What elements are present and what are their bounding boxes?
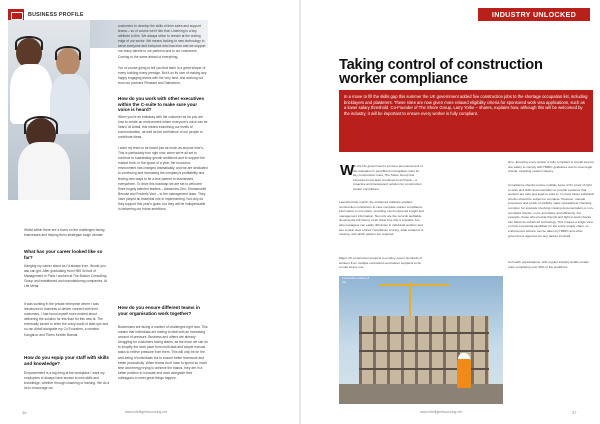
section-banner [478,8,590,21]
interview-answer: When you're an embassy with the customer as far you are how to create an environment where everyone's voice can be heard. At Airtall, this means examining our levels of communication, as well as the confidence of our people to contribute ideas. [118,115,208,140]
article-title: Taking control of construction worker compliance [339,57,543,87]
footer-url[interactable]: www.intelligentsourcing.net [125,410,168,414]
photo-caption-text: Whilst within there are a focus on the challenges facing businesses and helping them strategise tough climate. [24,228,105,238]
section-body: It was working in the private enterprise where I was introduced to business to deliver connect with their customers. I had found myself more excited about delivering the solution for this than for this new at. The eventually turned to enter the crazy world of start-ups and co-ran Airtall alongside my Co-Founders, a creation Kangaroo and Flores Keeble Brands. [24,302,109,337]
article-paragraph: As health organisations, with regular industry audits certain roles completing over 90% of the workforce. [508,260,589,269]
intro-text: In a move to fill the skills gap this summer the UK government added five construction jobs to the shortage occupation list, including bricklayers and plasterers. These roles are now given more relaxed eligibility criteria for sponsored work visa applications, such as a lower salary threshold. Co-Founder of The Shore Group, Larry Yorke – shares, explains how, although this will be welcomed by the industry, it will be important to ensure every worker is fully compliant. [344,94,588,116]
building-floor [359,332,489,334]
article-paragraph: I've of course going to tell you that learn is a great shaper of every building every prestige. But it on its own of making any happy engaging teams with the very best, and working out from our partners Pleasant and Salesforce. [118,66,207,86]
worker-helmet [458,353,470,359]
interview-question: How do you ensure different teams in your organisation work together? [118,305,200,316]
ground [339,384,503,404]
interview-answer: I want my team to be heard just as much as anyone else's. This is particularly true right now, when we're all set to continue to sustainably growth ambitions and to support the market front. In the space of a year, the economic environment has changed dramatically, and we are dedicated to continuing and increasing the company's profitability and finding new ways to be a true partner to businesses everywhere. To drive this roadmap we are set to welcome three hugely talented leaders – Alexandra Orio, Emmanuelle Benoist and Frederic Voet – to the management team. They have played an essential role in implementing. Not only do they support this year's goals, but they will be indispensable in delivering our future ambitions. [118,146,208,212]
section-banner-label: INDUSTRY UNLOCKED [491,10,577,19]
construction-photo [339,276,503,404]
article-paragraph: Major UK construction projects to employ recent hundreds of workers from multiple contractors and labour suppliers to be on site at any one [339,256,423,270]
article-paragraph: time. Ensuring every worker is fully compliant is crucial step for site safety to comply with HMRC guidelines and to meet legal criteria, including modern slavery. [508,160,594,174]
section-body: Hanging my career about as I'd always from. Would you ask can get. After graduating from HBS School of Management in Paris I worked at The Boston Consulting Group and established and manufacturing companies. At Life Metal. [24,264,108,289]
photo-caption: Construction workers of site [342,277,370,284]
section-heading: What has your career looked like so far? [24,249,103,260]
article-paragraph: ith the UK government's summer announcement of the relaxation in post-Brexit immigration rules for key construction roles, The Shore Group has introduced new laws combined to its Portal – a proactive and transparent solution for construction worker compliance. [353,164,423,191]
page-number: 36 [22,410,27,415]
page-number: 37 [572,410,577,415]
interview-question: How do you work with other executives within the C-suite to make sure your voice is heard? [118,96,205,112]
building-floor [359,350,489,352]
drop-cap: W [340,162,355,179]
footer-url[interactable]: www.intelligentsourcing.net [420,410,463,414]
crane-arm [379,284,449,286]
article-paragraph: customers to develop the skills of their sales and support teams – so of course we're like that. Listening is a key attribute to this. We always strive to remain at the cutting edge of our sector. We means looking to new technology to serve everyone and everyone who has ever and we support our many talents to our partners and to our customers. Coming to the same ahead of everything. [118,24,206,59]
intro-box [339,90,593,152]
article-paragraph: Launched last month, the enhanced software enables construction contractors to view complete worker compliance information in one place, providing much improved insight and management information. Not only are the records auditable, showing the full history of all. Real time risk is possible, but also managers can easily drill down to individual workers and see a clear view of their compliance scoring, what evidence is missing, and which actions are required. [339,200,424,237]
interview-answer: Businesses are facing a number of challenges right now. This means that individuals are having to deal with an increasing amount of pressure. Business and others are already struggling for customers facing teams, as the more we can do to simplify the work pace from multi-task and simple manual tasks to relieve pressure from them. This will only be for the well-being of individuals but to ensure better teamwork and better productivity. When teams don't have to spend so much time and energy trying to achieve the basics, they are in a better position to innovate and work alongside their colleagues to meet great things happen. [118,325,208,380]
worker [457,358,471,388]
section-heading: How do you equip your staff with skills and knowledge? [24,355,109,366]
left-page [0,0,299,424]
call-centre-photo [8,20,90,200]
section-body: Empowerment is a big thing at the workplace I want my employees to always have access to new skills and knowledge, whether through coaching or training. We do a lot to encourage our [24,371,110,391]
article-paragraph: Compliance checks involve multiple types of ID, proof of right to work and skills documentation to provide evidence that workers are safe and legal to work in. In many cases individual checks should be subject to complete. However, manual processes and a lack of visibility make spreadsheet checking complex, for example involving missing documentation or non-compliant checks, more accurately and efficiently. For example, those who provide Payroll and right to work checks can follow its enhanced technology. This creates a single view on how a potential candidate for the entire supply chain, so enforcement actions can be taken by HMRC and other government agencies for any parties involved. [508,183,594,238]
section-label: BUSINESS PROFILE [28,12,84,18]
